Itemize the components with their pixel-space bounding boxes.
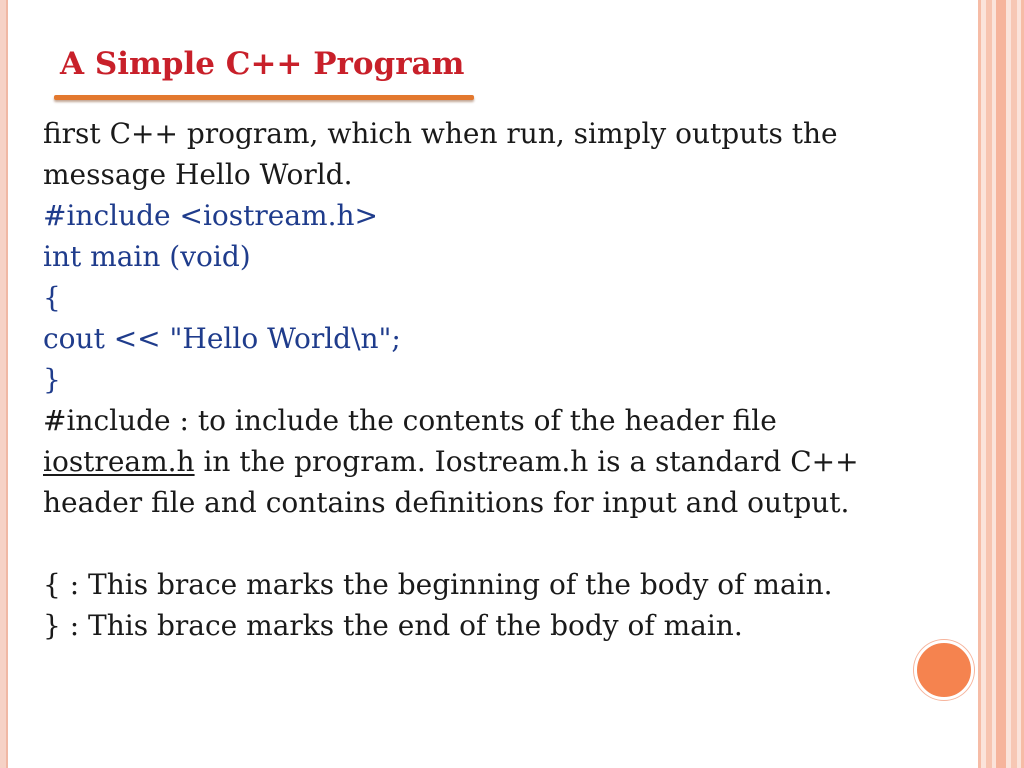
stripe	[996, 0, 1006, 768]
paragraph-spacer	[43, 523, 943, 564]
include-description-line: #include : to include the contents of the header file	[43, 404, 777, 437]
stripe	[1011, 0, 1017, 768]
stripe	[986, 0, 992, 768]
code-open-brace: {	[43, 281, 61, 314]
include-description-line: header file and contains definitions for input and output.	[43, 486, 850, 519]
brace-close-description: } : This brace marks the end of the body of main.	[43, 609, 743, 642]
code-close-brace: }	[43, 363, 61, 396]
iostream-link[interactable]: iostream.h	[43, 445, 195, 478]
left-decorative-bar	[0, 0, 8, 768]
slide-body	[43, 113, 943, 646]
intro-line: first C++ program, which when run, simply outputs the	[43, 117, 838, 150]
decorative-orange-circle	[914, 640, 974, 700]
code-include-line: #include <iostream.h>	[43, 199, 379, 232]
brace-open-description: { : This brace marks the beginning of the body of main.	[43, 568, 833, 601]
title-underline-rule	[54, 95, 474, 100]
intro-line: message Hello World.	[43, 158, 353, 191]
right-decorative-stripes	[978, 0, 1024, 768]
include-description-line	[43, 441, 943, 482]
slide-title: A Simple C++ Program	[60, 46, 465, 82]
stripe	[978, 0, 981, 768]
include-description-text: in the program. Iostream.h is a standard C++	[194, 445, 859, 478]
code-cout-statement: cout << "Hello World\n";	[43, 322, 401, 355]
code-main-signature: int main (void)	[43, 240, 251, 273]
